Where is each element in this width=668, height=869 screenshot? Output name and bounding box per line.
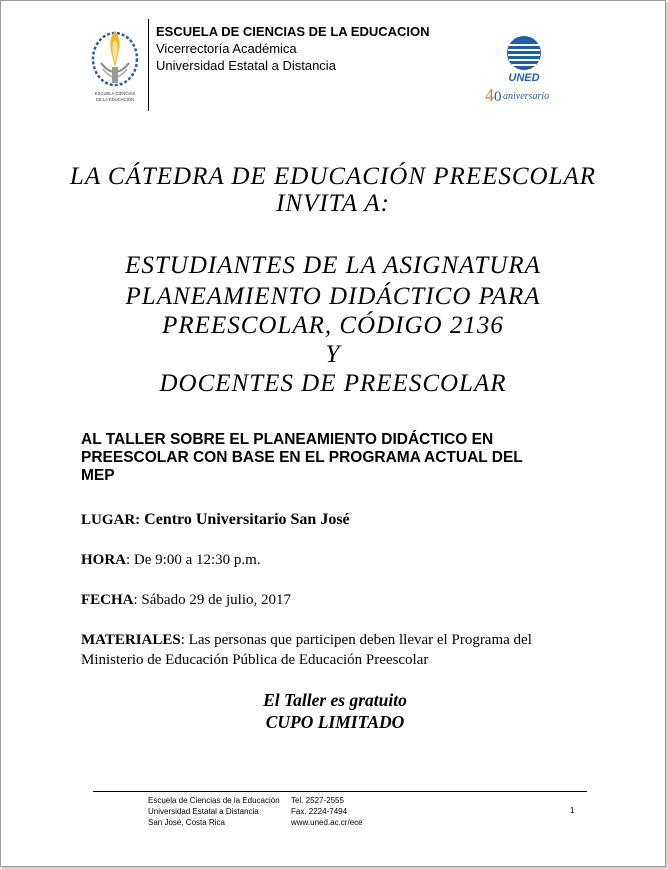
footer-address-line: Universidad Estatal a Distancia: [148, 807, 259, 816]
taller-line-2: PREESCOLAR CON BASE EN EL PROGRAMA ACTUAL DEL: [81, 449, 523, 466]
anniv-zero: 0: [494, 89, 502, 105]
footer-address-line: San José, Costa Rica: [148, 818, 225, 827]
uned-40-logo-icon: [479, 33, 569, 105]
footer-address-line: Escuela de Ciencias de la Educación: [148, 796, 280, 805]
hora-field: [81, 550, 261, 570]
logo-caption-2: DE LA EDUCACIÓN: [95, 97, 135, 102]
footer-contact: [291, 795, 363, 828]
footer-address: [148, 795, 280, 828]
uned-brand: UNED: [508, 72, 540, 84]
logo-caption-1: ESCUELA CIENCIAS: [94, 91, 136, 96]
university-name: Universidad Estatal a Distancia: [156, 58, 336, 73]
footer-phone: Tel. 2527-2555: [291, 796, 344, 805]
hora-value: : De 9:00 a 12:30 p.m.: [126, 552, 261, 568]
materiales-label: MATERIALES: [81, 632, 181, 648]
invite-line-3: ESTUDIANTES DE LA ASIGNATURA: [125, 252, 541, 279]
ece-logo-icon: [89, 23, 141, 105]
vicerrectoria: Vicerrectoría Académica: [156, 41, 297, 56]
lugar-label: LUGAR:: [81, 512, 141, 528]
closing-free: El Taller es gratuito: [263, 690, 407, 710]
page-number: 1: [570, 806, 575, 815]
invite-line-6: Y: [325, 341, 341, 368]
invite-line-7: DOCENTES DE PREESCOLAR: [159, 370, 507, 397]
materiales-field: [81, 630, 532, 670]
materiales-value-1: : Las personas que participen deben llevar el Programa del: [180, 632, 532, 648]
letterhead: [1, 1, 665, 116]
footer-fax: Fax. 2224-7494: [291, 807, 348, 816]
header-text: [156, 23, 430, 74]
taller-description: [81, 431, 581, 485]
invite-line-4: PLANEAMIENTO DIDÁCTICO PARA: [125, 283, 541, 310]
taller-line-3: MEP: [81, 467, 115, 484]
fecha-field: [81, 590, 291, 610]
fecha-label: FECHA: [81, 592, 134, 608]
footer-website: www.uned.ac.cr/ece: [291, 818, 363, 827]
invite-line-5: PREESCOLAR, CÓDIGO 2136: [162, 312, 504, 339]
hora-label: HORA: [81, 552, 126, 568]
school-name: ESCUELA DE CIENCIAS DE LA EDUCACION: [156, 24, 430, 39]
closing-limited: CUPO LIMITADO: [265, 712, 405, 732]
fecha-value: : Sábado 29 de julio, 2017: [133, 592, 291, 608]
header-divider: [148, 19, 149, 111]
lugar-field: [81, 510, 350, 530]
materiales-value-2: Ministerio de Educación Pública de Educación Preescolar: [81, 652, 429, 668]
lugar-value: Centro Universitario San José: [140, 511, 350, 528]
anniv-word: aniversario: [503, 91, 550, 102]
invite-line-2: INVITA A:: [276, 190, 390, 217]
invite-line-1: LA CÁTEDRA DE EDUCACIÓN PREESCOLAR: [69, 163, 597, 190]
anniv-four: 4: [485, 85, 494, 105]
taller-line-1: AL TALLER SOBRE EL PLANEAMIENTO DIDÁCTICO EN: [81, 431, 494, 448]
footer-rule: [93, 791, 587, 792]
